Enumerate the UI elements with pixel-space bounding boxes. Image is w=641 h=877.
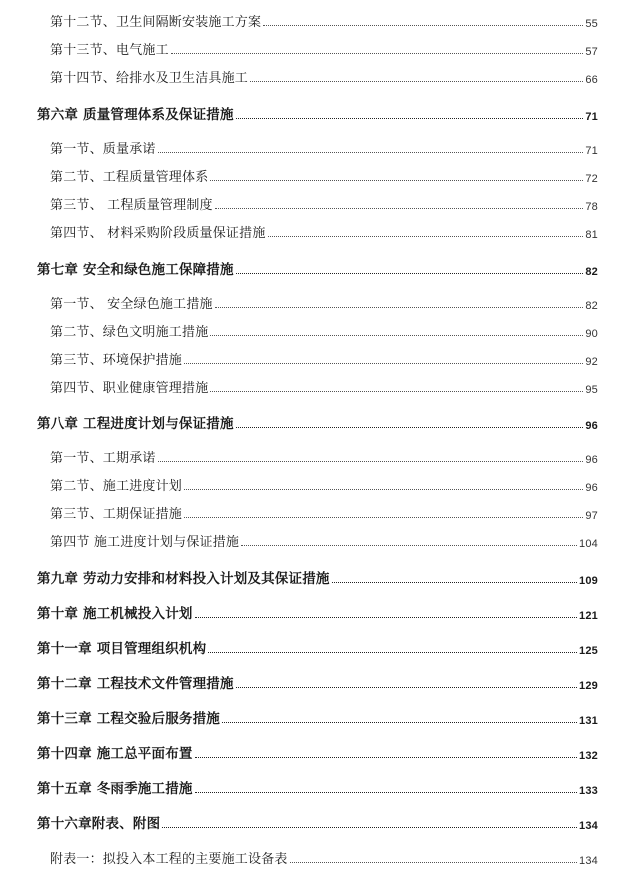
dot-leader (236, 426, 584, 428)
dot-leader (263, 24, 583, 26)
toc-entry-title: 第十三章 工程交验后服务措施 (37, 711, 220, 727)
toc-entry-title: 第三节、环境保护措施 (50, 353, 183, 368)
toc-entry-title: 第十五章 冬雨季施工措施 (37, 781, 193, 797)
toc-entry-title: 第十三节、电气施工 (50, 43, 169, 58)
toc-entry-title: 第六章 质量管理体系及保证措施 (37, 107, 234, 123)
toc-entry-page: 96 (585, 420, 598, 432)
toc-entry[interactable] (50, 503, 598, 522)
toc-entry[interactable] (37, 567, 598, 587)
toc-entry-title: 第十四节、给排水及卫生洁具施工 (50, 71, 249, 86)
toc-entry-page: 129 (579, 680, 598, 692)
toc-entry[interactable] (37, 412, 598, 432)
toc-entry-page: 78 (585, 201, 598, 213)
toc-entry[interactable] (50, 377, 598, 396)
toc-entry-title: 第一节、 安全绿色施工措施 (50, 297, 213, 312)
toc-entry[interactable] (37, 777, 598, 797)
toc-entry-title: 第四节、 材料采购阶段质量保证措施 (50, 226, 266, 241)
dot-leader (241, 544, 577, 546)
toc-entry-page: 82 (585, 300, 598, 312)
dot-leader (158, 460, 584, 462)
dot-leader (210, 390, 583, 392)
toc-entry[interactable] (50, 138, 598, 157)
toc-entry-page: 57 (585, 46, 598, 58)
toc-entry-title: 第十六章附表、附图 (37, 816, 161, 832)
toc-entry[interactable] (50, 67, 598, 86)
toc-entry-page: 71 (585, 111, 598, 123)
dot-leader (195, 756, 577, 758)
toc-entry-title: 附表一：拟投入本工程的主要施工设备表 (50, 852, 288, 867)
toc-entry[interactable] (37, 258, 598, 278)
dot-leader (268, 235, 584, 237)
dot-leader (184, 516, 583, 518)
toc-entry-page: 96 (585, 482, 598, 494)
toc-entry-page: 132 (579, 750, 598, 762)
toc-entry-title: 第二节、绿色文明施工措施 (50, 325, 209, 340)
toc-entry-page: 90 (585, 328, 598, 340)
dot-leader (158, 151, 584, 153)
toc-entry-page: 125 (579, 645, 598, 657)
dot-leader (195, 791, 577, 793)
toc-entry-page: 72 (585, 173, 598, 185)
toc-entry[interactable] (37, 602, 598, 622)
toc-entry-title: 第九章 劳动力安排和材料投入计划及其保证措施 (37, 571, 330, 587)
toc-entry[interactable] (37, 637, 598, 657)
toc-entry-page: 104 (579, 538, 598, 550)
dot-leader (236, 686, 577, 688)
dot-leader (208, 651, 577, 653)
toc-entry-page: 121 (579, 610, 598, 622)
toc-entry-title: 第一节、质量承诺 (50, 142, 156, 157)
toc-entry-title: 第三节、工期保证措施 (50, 507, 183, 522)
toc-entry-page: 97 (585, 510, 598, 522)
dot-leader (250, 80, 583, 82)
dot-leader (222, 721, 577, 723)
toc-entry[interactable] (50, 11, 598, 30)
toc-entry[interactable] (50, 349, 598, 368)
toc-entry[interactable] (50, 321, 598, 340)
toc-entry-title: 第八章 工程进度计划与保证措施 (37, 416, 234, 432)
toc-entry[interactable] (50, 475, 598, 494)
dot-leader (162, 826, 577, 828)
toc-entry-title: 第十二节、卫生间隔断安装施工方案 (50, 15, 262, 30)
dot-leader (215, 207, 584, 209)
toc-entry-page: 81 (585, 229, 598, 241)
toc-entry-page: 71 (585, 145, 598, 157)
toc-entry-title: 第十四章 施工总平面布置 (37, 746, 193, 762)
toc-entry[interactable] (50, 447, 598, 466)
toc-entry-title: 第二节、工程质量管理体系 (50, 170, 209, 185)
dot-leader (184, 488, 583, 490)
toc-entry[interactable] (50, 166, 598, 185)
toc-entry[interactable] (50, 194, 598, 213)
toc-entry-page: 109 (579, 575, 598, 587)
toc-entry[interactable] (37, 812, 598, 832)
toc-entry[interactable] (37, 103, 598, 123)
dot-leader (236, 117, 584, 119)
toc-entry[interactable] (37, 742, 598, 762)
toc-entry[interactable] (50, 222, 598, 241)
toc-entry-title: 第七章 安全和绿色施工保障措施 (37, 262, 234, 278)
dot-leader (210, 334, 583, 336)
toc-entry-title: 第一节、工期承诺 (50, 451, 156, 466)
toc-entry-title: 第十一章 项目管理组织机构 (37, 641, 207, 657)
toc-entry-page: 55 (585, 18, 598, 30)
toc-entry-title: 第二节、施工进度计划 (50, 479, 183, 494)
toc-entry-page: 96 (585, 454, 598, 466)
toc-entry-page: 66 (585, 74, 598, 86)
toc-entry[interactable] (37, 672, 598, 692)
toc-entry-title: 第三节、 工程质量管理制度 (50, 198, 213, 213)
toc-entry-page: 133 (579, 785, 598, 797)
toc-entry-title: 第十章 施工机械投入计划 (37, 606, 193, 622)
toc-entry-page: 131 (579, 715, 598, 727)
toc-entry-page: 134 (579, 855, 598, 867)
dot-leader (171, 52, 584, 54)
toc-entry[interactable] (37, 707, 598, 727)
dot-leader (195, 616, 577, 618)
toc-entry-title: 第十二章 工程技术文件管理措施 (37, 676, 234, 692)
toc-entry[interactable] (50, 39, 598, 58)
dot-leader (332, 581, 577, 583)
dot-leader (236, 272, 584, 274)
dot-leader (290, 861, 577, 863)
toc-entry-page: 95 (585, 384, 598, 396)
toc-entry-page: 134 (579, 820, 598, 832)
dot-leader (215, 306, 584, 308)
toc-entry-title: 第四节 施工进度计划与保证措施 (50, 535, 240, 550)
toc-entry[interactable] (50, 848, 598, 867)
toc-entry-page: 82 (585, 266, 598, 278)
dot-leader (210, 179, 583, 181)
toc-entry-page: 92 (585, 356, 598, 368)
toc-entry[interactable] (50, 531, 598, 550)
toc-entry[interactable] (50, 293, 598, 312)
toc-entry-title: 第四节、职业健康管理措施 (50, 381, 209, 396)
dot-leader (184, 362, 583, 364)
